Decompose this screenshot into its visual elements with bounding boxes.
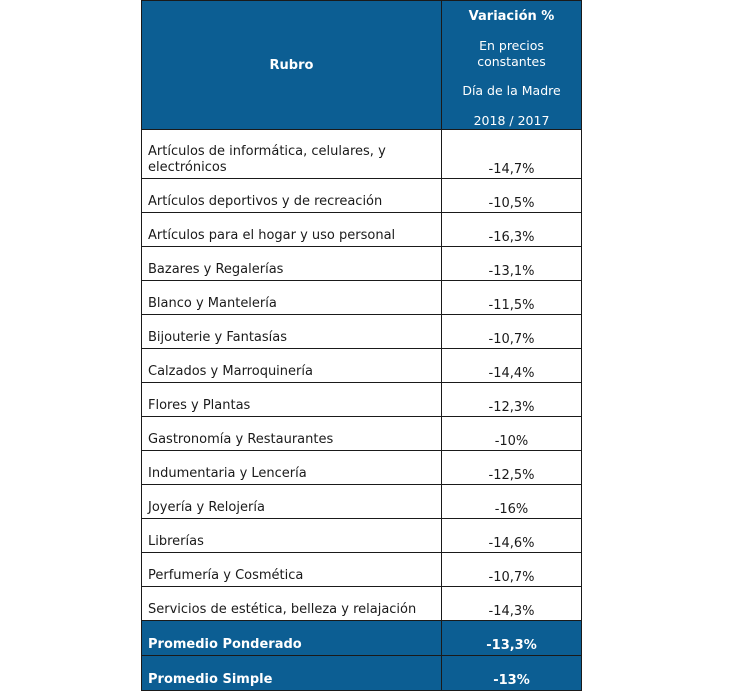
table-row [142, 587, 582, 621]
variation-value-cell: -10,5% [442, 179, 582, 213]
variation-value-cell: -13,1% [442, 247, 582, 281]
rubro-cell: Calzados y Marroquinería [142, 349, 442, 383]
variation-header-line-3: Día de la Madre [462, 83, 561, 98]
table-header-row [142, 1, 582, 130]
variation-header-line-1: En precios [479, 38, 544, 53]
rubro-cell: Joyería y Relojería [142, 485, 442, 519]
table-row [142, 349, 582, 383]
rubro-cell: Gastronomía y Restaurantes [142, 417, 442, 451]
rubro-cell: Flores y Plantas [142, 383, 442, 417]
rubro-cell: Librerías [142, 519, 442, 553]
variation-value-cell: -14,7% [442, 130, 582, 179]
simple-average-label: Promedio Simple [142, 656, 442, 691]
variation-value-cell: -10% [442, 417, 582, 451]
rubro-cell: Blanco y Mantelería [142, 281, 442, 315]
variation-value-cell: -10,7% [442, 315, 582, 349]
table-row [142, 519, 582, 553]
variation-value-cell: -12,5% [442, 451, 582, 485]
table-row [142, 247, 582, 281]
rubro-cell: Artículos para el hogar y uso personal [142, 213, 442, 247]
variation-header-line-2: constantes [477, 54, 546, 69]
table-row [142, 130, 582, 179]
weighted-average-row [142, 621, 582, 656]
rubro-cell: Artículos deportivos y de recreación [142, 179, 442, 213]
rubro-cell: Bazares y Regalerías [142, 247, 442, 281]
rubro-cell: Artículos de informática, celulares, y electrónicos [142, 130, 442, 179]
variation-column-header [442, 1, 582, 130]
variation-value-cell: -12,3% [442, 383, 582, 417]
table-row [142, 213, 582, 247]
table-row [142, 553, 582, 587]
variation-value-cell: -16,3% [442, 213, 582, 247]
simple-average-row [142, 656, 582, 691]
simple-average-value: -13% [442, 656, 582, 691]
rubro-column-header [142, 1, 442, 130]
rubro-header-label: Rubro [269, 57, 314, 73]
rubro-cell: Perfumería y Cosmética [142, 553, 442, 587]
rubro-cell: Servicios de estética, belleza y relajación [142, 587, 442, 621]
variation-value-cell: -11,5% [442, 281, 582, 315]
variation-value-cell: -14,3% [442, 587, 582, 621]
weighted-average-value: -13,3% [442, 621, 582, 656]
variation-value-cell: -16% [442, 485, 582, 519]
variation-value-cell: -14,4% [442, 349, 582, 383]
variation-value-cell: -14,6% [442, 519, 582, 553]
weighted-average-label: Promedio Ponderado [142, 621, 442, 656]
price-variation-table [141, 0, 582, 691]
table-row [142, 417, 582, 451]
variation-header-line-4: 2018 / 2017 [473, 113, 550, 128]
table-row [142, 383, 582, 417]
variation-header-title: Variación % [468, 9, 555, 24]
rubro-cell: Indumentaria y Lencería [142, 451, 442, 485]
table-row [142, 179, 582, 213]
table-row [142, 485, 582, 519]
variation-value-cell: -10,7% [442, 553, 582, 587]
table-row [142, 315, 582, 349]
rubro-cell: Bijouterie y Fantasías [142, 315, 442, 349]
table-row [142, 451, 582, 485]
table-row [142, 281, 582, 315]
